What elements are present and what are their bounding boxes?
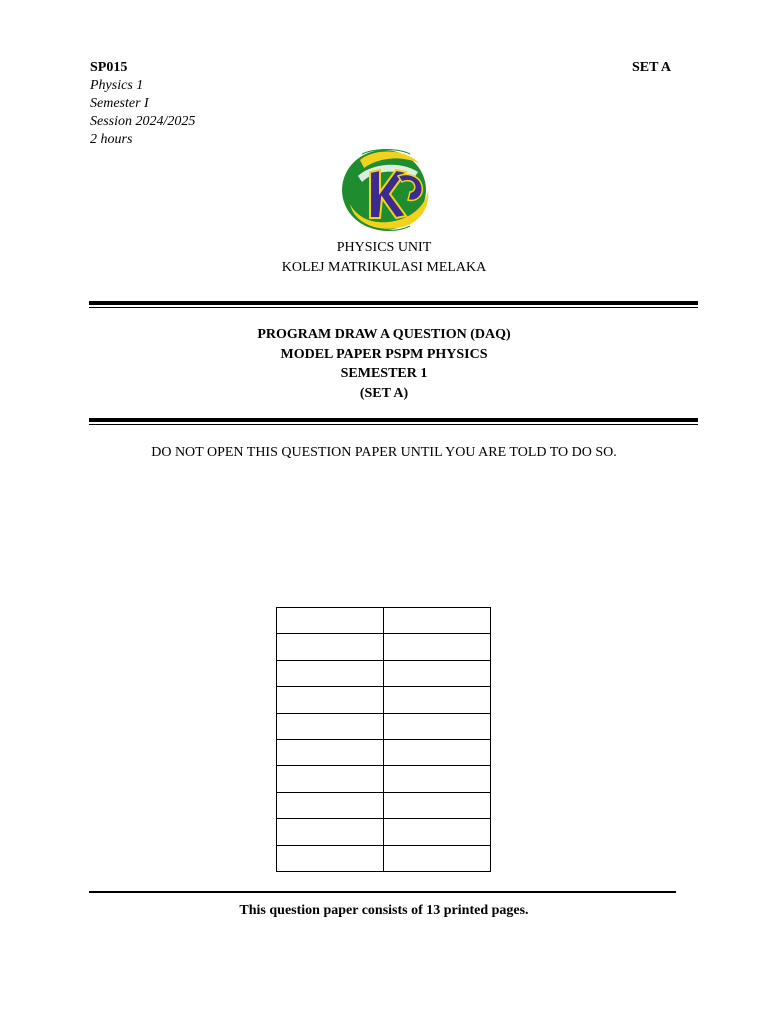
table-cell xyxy=(277,713,384,739)
title-line-1: PROGRAM DRAW A QUESTION (DAQ) xyxy=(257,327,511,342)
paper-info xyxy=(90,59,195,149)
table-cell xyxy=(384,845,491,871)
page-count-note: This question paper consists of 13 printed pages. xyxy=(239,903,529,918)
top-double-rule xyxy=(89,301,698,308)
table-cell xyxy=(384,608,491,634)
semester-label: Semester I xyxy=(90,96,149,111)
table-cell xyxy=(384,660,491,686)
set-label: SET A xyxy=(632,60,672,75)
session-label: Session 2024/2025 xyxy=(90,114,196,129)
duration-label: 2 hours xyxy=(90,132,133,147)
table-row xyxy=(277,819,491,845)
table-cell xyxy=(277,634,384,660)
table-cell xyxy=(384,687,491,713)
title-line-2: MODEL PAPER PSPM PHYSICS xyxy=(280,346,488,362)
paper-title xyxy=(0,325,768,403)
table-row xyxy=(277,739,491,765)
table-row xyxy=(277,608,491,634)
instruction-notice xyxy=(0,444,768,462)
table-cell xyxy=(277,792,384,818)
table-cell xyxy=(277,608,384,634)
table-cell xyxy=(384,766,491,792)
table-cell xyxy=(277,660,384,686)
table-cell xyxy=(277,766,384,792)
table-cell xyxy=(384,792,491,818)
table-row xyxy=(277,687,491,713)
table-cell xyxy=(384,819,491,845)
table-cell xyxy=(384,713,491,739)
subject-name: Physics 1 xyxy=(90,78,144,93)
table-cell xyxy=(384,634,491,660)
unit-name: PHYSICS UNIT xyxy=(336,240,432,255)
table-cell xyxy=(277,845,384,871)
table-cell xyxy=(384,739,491,765)
college-name: KOLEJ MATRIKULASI MELAKA xyxy=(281,260,487,275)
table-cell xyxy=(277,739,384,765)
footer-rule xyxy=(89,891,676,893)
college-crest-icon xyxy=(340,146,432,234)
title-line-4: (SET A) xyxy=(359,385,409,401)
table-row xyxy=(277,634,491,660)
table-cell xyxy=(277,687,384,713)
course-code: SP015 xyxy=(90,60,128,75)
table-row xyxy=(277,766,491,792)
table-row xyxy=(277,792,491,818)
table-row xyxy=(277,660,491,686)
marks-table xyxy=(276,607,491,872)
title-line-3: SEMESTER 1 xyxy=(340,366,428,381)
table-row xyxy=(277,845,491,871)
bottom-double-rule xyxy=(89,418,698,425)
table-cell xyxy=(277,819,384,845)
notice-text: DO NOT OPEN THIS QUESTION PAPER UNTIL YOU ARE TOLD TO DO SO. xyxy=(151,445,617,460)
table-row xyxy=(277,713,491,739)
